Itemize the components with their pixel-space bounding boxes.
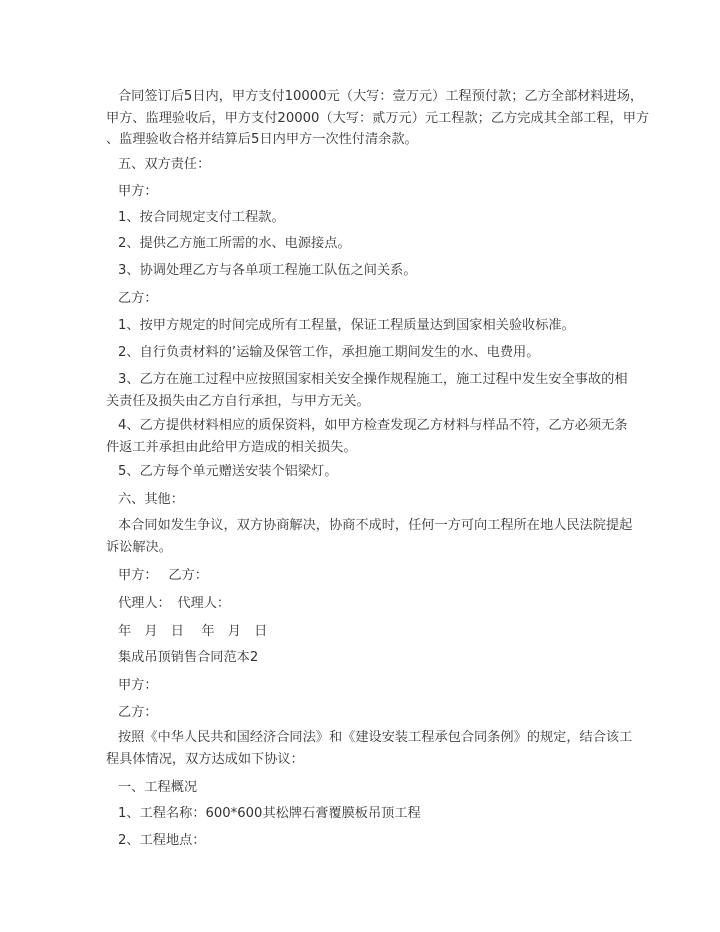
- paragraph-dispute: [106, 515, 633, 558]
- list-item: [106, 369, 628, 412]
- party-a-label: 甲方：: [118, 184, 158, 199]
- signature-agents: 代理人： 代理人：: [118, 596, 231, 611]
- section-heading: 六、其他：: [118, 492, 184, 507]
- list-item: 1、工程名称：600*600其松牌石膏覆膜板吊顶工程: [118, 806, 421, 821]
- list-item: 5、乙方每个单元赠送安装个铝梁灯。: [118, 464, 338, 479]
- document-subtitle: 集成吊顶销售合同范本2: [118, 650, 259, 665]
- section-heading: 五、双方责任：: [118, 157, 211, 172]
- party-b-label: 乙方：: [118, 291, 158, 306]
- paragraph-payment-terms: [106, 86, 650, 151]
- list-item: 2、自行负责材料的’运输及保管工作，承担施工期间发生的水、电费用。: [118, 345, 540, 360]
- text-line: 关责任及损失由乙方自行承担，与甲方无关。: [106, 393, 370, 409]
- signature-parties: 甲方： 乙方：: [118, 568, 208, 583]
- text-line: 件返工并承担由此给甲方造成的相关损失。: [106, 439, 357, 455]
- text-line: 本合同如发生争议，双方协商解决，协商不成时，任何一方可向工程所在地人民法院提起: [118, 518, 633, 533]
- text-line: 4、乙方提供材料相应的质保资料，如甲方检查发现乙方材料与样品不符，乙方必须无条: [118, 418, 628, 433]
- list-item: 3、协调处理乙方与各单项工程施工队伍之间关系。: [118, 263, 417, 278]
- party-b-label: 乙方：: [118, 705, 158, 720]
- list-item: 1、按合同规定支付工程款。: [118, 210, 285, 225]
- list-item: 1、按甲方规定的时间完成所有工程量，保证工程质量达到国家相关验收标准。: [118, 318, 575, 333]
- text-line: 诉讼解决。: [106, 539, 172, 555]
- text-line: 合同签订后5日内，甲方支付10000元（大写：壹万元）工程预付款；乙方全部材料进场，: [118, 89, 644, 104]
- list-item: 2、提供乙方施工所需的水、电源接点。: [118, 236, 351, 251]
- list-item: 2、工程地点：: [118, 833, 206, 848]
- text-line: 甲方、监理验收后，甲方支付20000（大写：贰万元）元工程款；乙方完成其全部工程，甲方: [106, 110, 650, 126]
- text-line: 程具体情况，双方达成如下协议：: [106, 751, 304, 767]
- section-heading: 一、工程概况: [118, 780, 198, 795]
- list-item: [106, 415, 628, 458]
- text-line: 、监理验收合格并结算后5日内甲方一次性付清余款。: [106, 132, 418, 147]
- paragraph-agreement-basis: [106, 727, 633, 770]
- text-line: 3、乙方在施工过程中应按照国家相关安全操作规程施工，施工过程中发生安全事故的相: [118, 372, 628, 387]
- party-a-label: 甲方：: [118, 678, 158, 693]
- signature-dates: 年 月 日 年 月 日: [118, 624, 268, 639]
- text-line: 按照《中华人民共和国经济合同法》和《建设安装工程承包合同条例》的规定，结合该工: [118, 730, 633, 745]
